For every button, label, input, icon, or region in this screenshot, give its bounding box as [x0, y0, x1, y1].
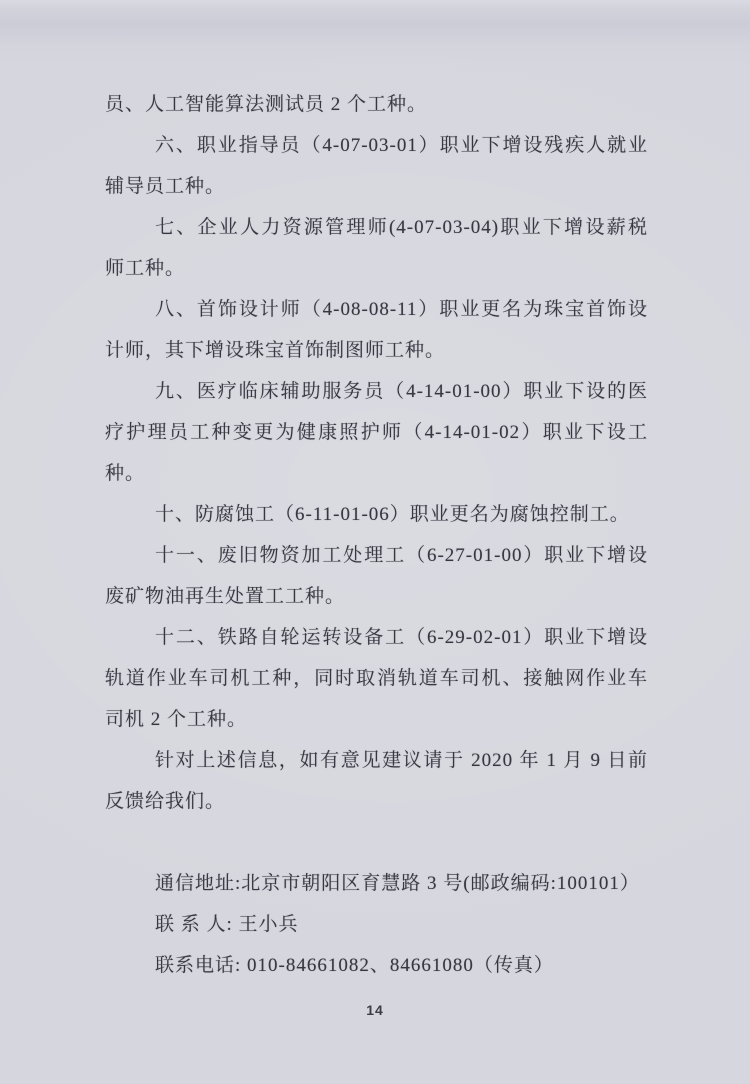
text-line: 辅导员工种。 — [105, 176, 226, 197]
text-line: 司机 2 个工种。 — [105, 709, 248, 730]
text-line: 联系电话: 010-84661082、84661080（传真） — [155, 955, 554, 976]
text-line: 通信地址:北京市朝阳区育慧路 3 号(邮政编码:100101） — [155, 873, 640, 894]
document-body — [105, 84, 648, 986]
text-line: 种。 — [105, 463, 146, 484]
page-number: 14 — [366, 1002, 384, 1018]
text-line: 十一、废旧物资加工处理工（6-27-01-00）职业下增设 — [155, 545, 648, 566]
text-line: 针对上述信息，如有意见建议请于 2020 年 1 月 9 日前 — [155, 750, 648, 771]
text-line: 六、职业指导员（4-07-03-01）职业下增设残疾人就业 — [155, 135, 648, 156]
text-line: 反馈给我们。 — [105, 791, 226, 812]
text-line: 十二、铁路自轮运转设备工（6-29-02-01）职业下增设 — [155, 627, 648, 648]
text-line: 员、人工智能算法测试员 2 个工种。 — [105, 94, 428, 115]
text-line: 疗护理员工种变更为健康照护师（4-14-01-02）职业下设工 — [105, 422, 648, 443]
text-line: 师工种。 — [105, 258, 186, 279]
text-line: 废矿物油再生处置工工种。 — [105, 586, 346, 607]
text-line — [105, 822, 648, 863]
text-line: 计师，其下增设珠宝首饰制图师工种。 — [105, 340, 446, 361]
text-line: 九、医疗临床辅助服务员（4-14-01-00）职业下设的医 — [155, 381, 648, 402]
text-line: 七、企业人力资源管理师(4-07-03-04)职业下增设薪税 — [155, 217, 648, 238]
text-line: 十、防腐蚀工（6-11-01-06）职业更名为腐蚀控制工。 — [155, 504, 630, 525]
text-line: 八、首饰设计师（4-08-08-11）职业更名为珠宝首饰设 — [155, 299, 648, 320]
text-line: 联 系 人: 王小兵 — [155, 914, 299, 935]
text-line: 轨道作业车司机工种，同时取消轨道车司机、接触网作业车 — [105, 668, 648, 689]
